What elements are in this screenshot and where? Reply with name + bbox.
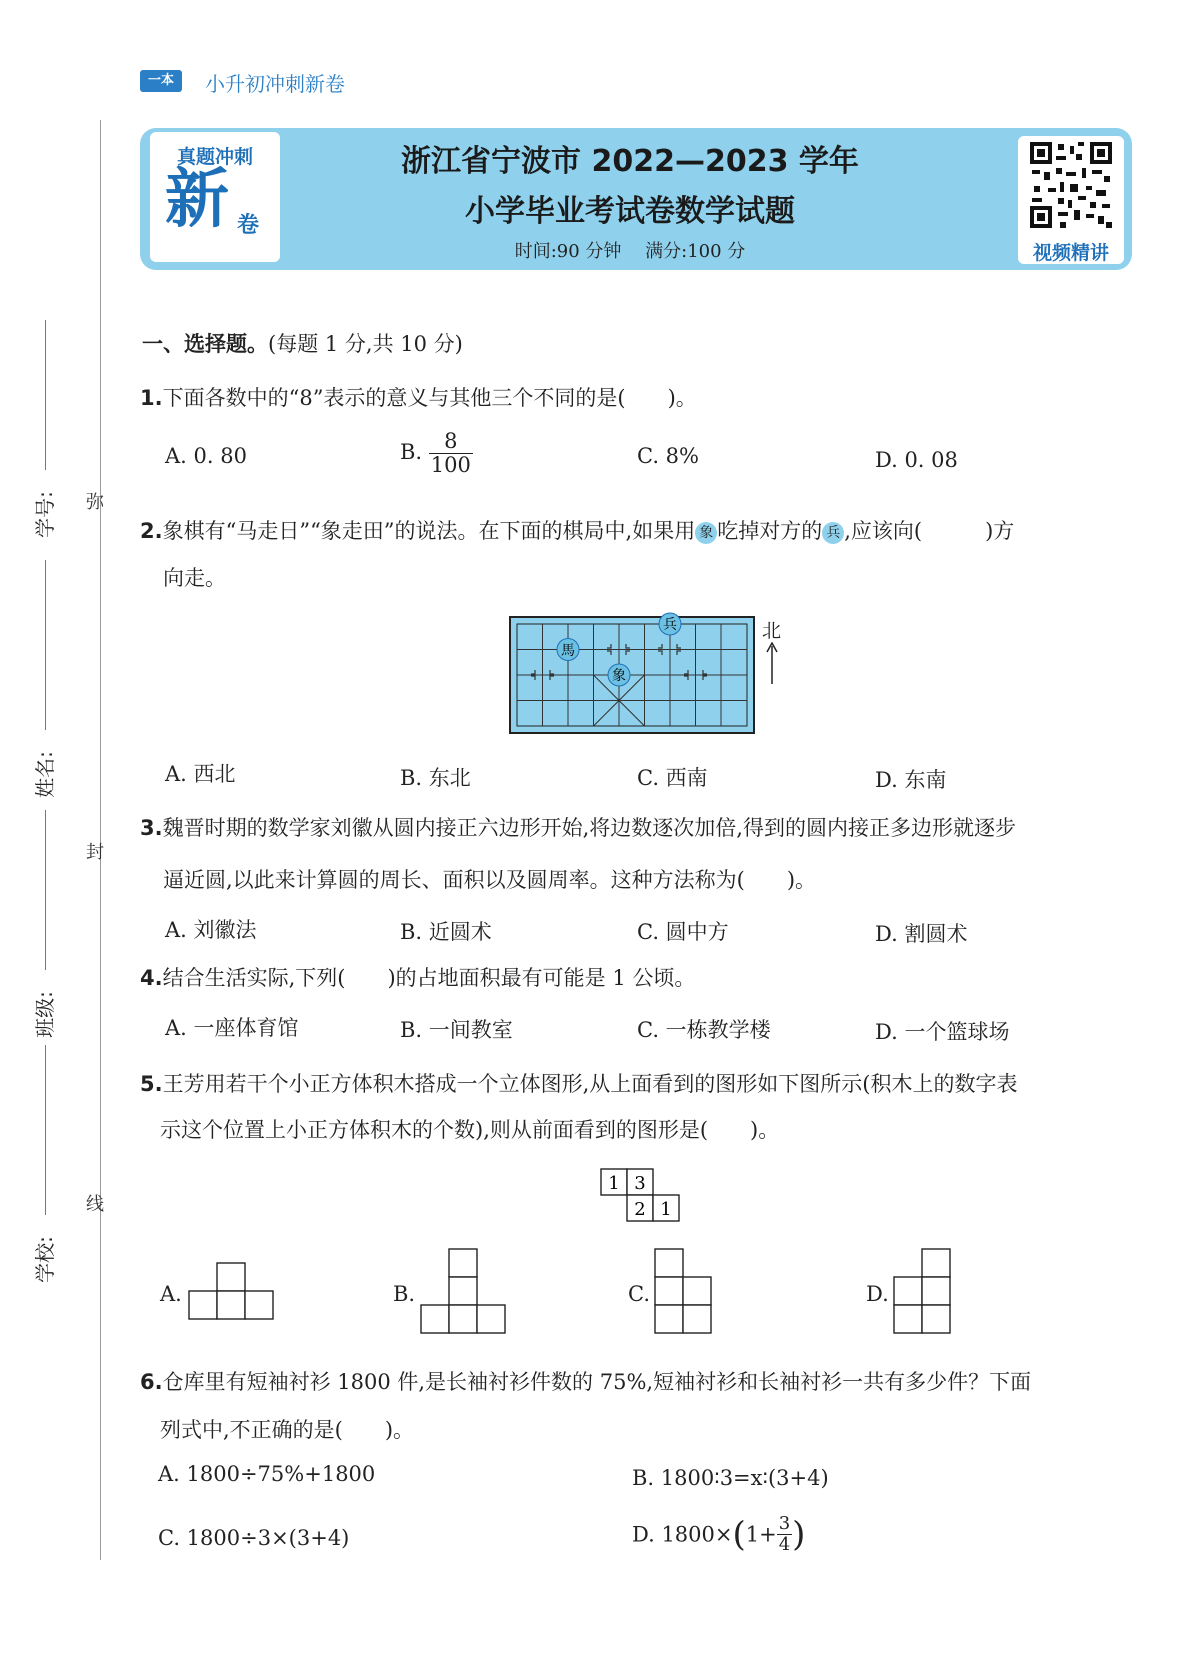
badge-small-char: 卷 [237, 213, 260, 238]
question-1 [140, 382, 697, 412]
elephant-piece-label: 象 [612, 668, 626, 684]
series-badge: 一本 [140, 70, 182, 92]
soldier-piece-label: 兵 [663, 617, 677, 633]
grid-cell: 1 [608, 1173, 620, 1194]
one-plus: 1+ [745, 1522, 777, 1547]
question-number: 3. [140, 816, 163, 840]
question-6 [140, 1366, 1031, 1396]
grid-cell: 1 [660, 1199, 672, 1220]
question-2-line2: 向走。 [163, 566, 226, 590]
q2-option-c[interactable]: C. 西南 [637, 766, 708, 790]
soldier-piece-icon: 兵 [822, 522, 844, 544]
section-title: 一、选择题。 [142, 332, 268, 356]
class-label: 班级: [32, 991, 57, 1038]
grid-cell: 3 [634, 1173, 646, 1194]
question-5 [140, 1068, 1017, 1098]
question-6-line2: 列式中,不正确的是( )。 [160, 1418, 415, 1442]
video-explanation-label: 视频精讲 [1032, 242, 1109, 264]
fraction [429, 430, 473, 477]
question-number: 5. [140, 1072, 163, 1096]
q5-option-d-figure[interactable] [893, 1248, 955, 1336]
section-score-note: (每题 1 分,共 10 分) [268, 332, 463, 356]
fraction-denominator: 4 [778, 1533, 791, 1555]
q5-option-d-label[interactable]: D. [866, 1282, 889, 1306]
q1-option-b[interactable] [400, 430, 473, 477]
fraction-numerator: 3 [778, 1513, 791, 1534]
exam-title-line2: 小学毕业考试卷数学试题 [465, 194, 795, 229]
question-number: 6. [140, 1370, 163, 1394]
school-blank[interactable] [45, 1045, 46, 1215]
top-view-grid [600, 1168, 692, 1224]
north-label: 北 [762, 620, 782, 642]
chessboard-diagram [505, 612, 765, 738]
right-paren: ) [792, 1514, 806, 1555]
q4-option-c[interactable]: C. 一栋教学楼 [637, 1018, 771, 1042]
q5-option-c-label[interactable]: C. [628, 1282, 650, 1306]
question-2 [140, 515, 1014, 545]
badge-top-text: 真题冲刺 [176, 146, 253, 168]
question-text-after: ,应该向( )方 [844, 519, 1015, 543]
q6-option-a[interactable]: A. 1800÷75%+1800 [158, 1462, 376, 1486]
left-paren: ( [732, 1514, 746, 1555]
name-label: 姓名: [32, 751, 57, 798]
name-blank[interactable] [45, 560, 46, 730]
question-text: 结合生活实际,下列( )的占地面积最有可能是 1 公顷。 [162, 966, 696, 990]
series-title: 小升初冲刺新卷 [205, 72, 345, 96]
badge-big-char: 新 [165, 163, 229, 237]
option-label: B. [400, 440, 423, 465]
q5-option-a-label[interactable]: A. [160, 1282, 182, 1306]
exam-title-line1: 浙江省宁波市 2022—2023 学年 [401, 144, 859, 179]
q6-option-c[interactable]: C. 1800÷3×(3+4) [158, 1526, 350, 1550]
section-heading [142, 328, 463, 358]
question-text: 王芳用若干个小正方体积木搭成一个立体图形,从上面看到的图形如下图所示(积木上的数字表 [162, 1072, 1018, 1096]
q1-option-c[interactable]: C. 8% [637, 444, 699, 468]
q3-option-b[interactable]: B. 近圆术 [400, 920, 492, 944]
horse-piece-label: 馬 [561, 643, 575, 659]
question-text-mid: 吃掉对方的 [717, 519, 823, 543]
question-number: 2. [140, 519, 163, 543]
q5-option-c-figure[interactable] [654, 1248, 716, 1336]
q2-option-d[interactable]: D. 东南 [875, 768, 947, 792]
q5-option-b-figure[interactable] [420, 1248, 510, 1336]
q2-option-b[interactable]: B. 东北 [400, 766, 471, 790]
north-arrow-icon [765, 642, 779, 684]
elephant-piece-icon: 象 [695, 522, 717, 544]
q1-option-d[interactable]: D. 0. 08 [875, 448, 958, 472]
fraction [777, 1514, 792, 1555]
q4-option-b[interactable]: B. 一间教室 [400, 1018, 513, 1042]
q3-option-a[interactable]: A. 刘徽法 [165, 918, 257, 942]
q5-option-b-label[interactable]: B. [393, 1282, 416, 1306]
question-3-line2: 逼近圆,以此来计算圆的周长、面积以及圆周率。这种方法称为( )。 [163, 868, 817, 892]
q5-option-a-figure[interactable] [188, 1262, 278, 1320]
school-label: 学校: [32, 1236, 57, 1283]
q1-option-a[interactable]: A. 0. 80 [165, 444, 247, 468]
question-text: 象棋有“马走日”“象走田”的说法。在下面的棋局中,如果用 [162, 519, 696, 543]
question-4 [140, 962, 695, 992]
question-3 [140, 812, 1016, 842]
question-number: 4. [140, 966, 163, 990]
q6-option-b[interactable]: B. 1800∶3=x∶(3+4) [632, 1466, 829, 1490]
q4-option-d[interactable]: D. 一个篮球场 [875, 1020, 1010, 1044]
seal-char-xian: 线 [86, 1194, 104, 1215]
seal-char-mi: 弥 [86, 492, 104, 513]
question-5-line2: 示这个位置上小正方体积木的个数),则从前面看到的图形是( )。 [160, 1118, 780, 1142]
fraction-numerator: 8 [429, 430, 473, 454]
q3-option-d[interactable]: D. 割圆术 [875, 922, 968, 946]
option-prefix: D. 1800× [632, 1522, 733, 1547]
class-blank[interactable] [45, 810, 46, 970]
fraction-denominator: 100 [430, 453, 471, 478]
exam-time-score: 时间:90 分钟 满分:100 分 [514, 241, 746, 262]
q2-option-a[interactable]: A. 西北 [165, 762, 236, 786]
q3-option-c[interactable]: C. 圆中方 [637, 920, 729, 944]
q4-option-a[interactable]: A. 一座体育馆 [165, 1016, 299, 1040]
question-text: 下面各数中的“8”表示的意义与其他三个不同的是( )。 [162, 386, 697, 410]
qr-code-icon[interactable] [1030, 142, 1112, 228]
student-id-label: 学号: [32, 491, 57, 538]
question-text: 魏晋时期的数学家刘徽从圆内接正六边形开始,将边数逐次加倍,得到的圆内接正多边形就逐步 [162, 816, 1016, 840]
student-id-blank[interactable] [45, 320, 46, 470]
q6-option-d[interactable] [632, 1514, 805, 1555]
question-number: 1. [140, 386, 163, 410]
seal-char-feng: 封 [86, 842, 104, 863]
grid-cell: 2 [634, 1199, 646, 1220]
question-text: 仓库里有短袖衬衫 1800 件,是长袖衬衫件数的 75%,短袖衬衫和长袖衬衫一共有多少件？下面 [162, 1370, 1032, 1394]
